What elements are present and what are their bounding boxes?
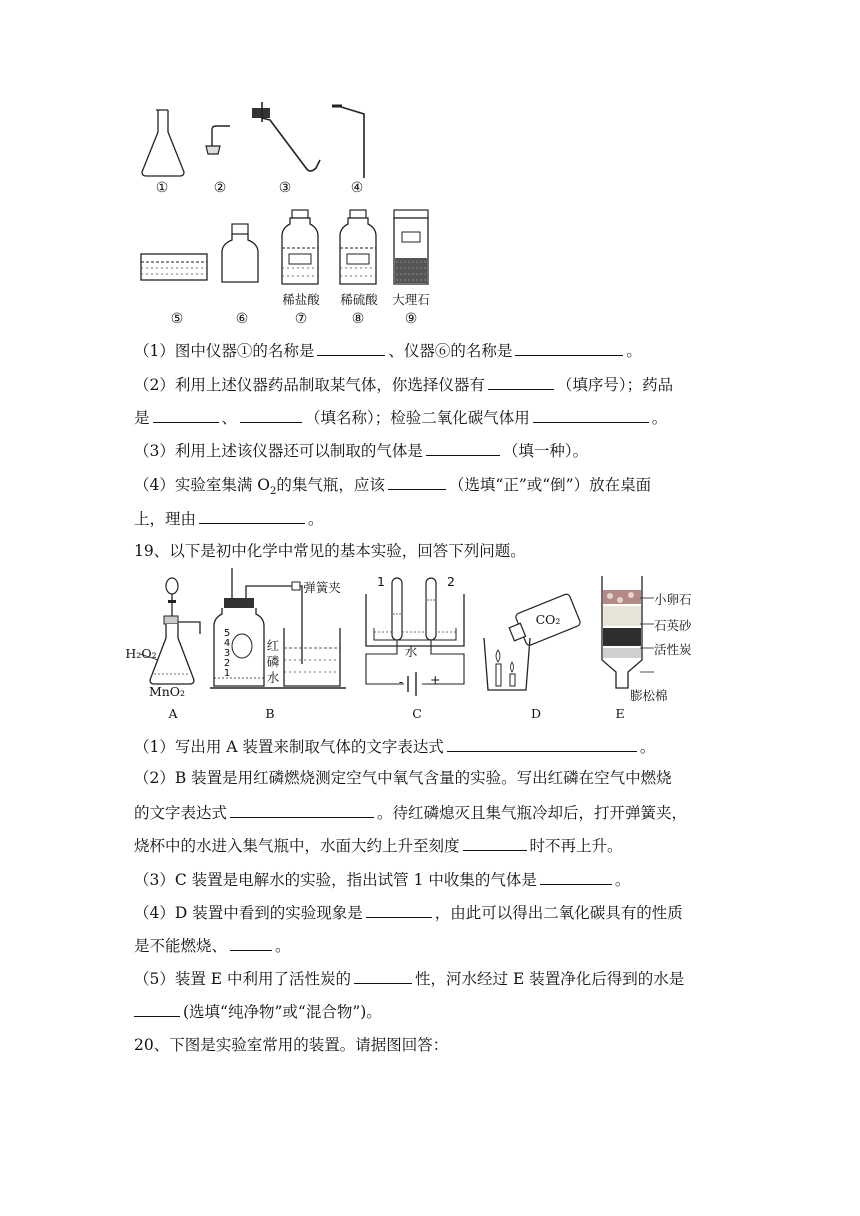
scale-4: 4	[223, 638, 231, 649]
q19-line-1: （1）写出用 A 装置来制取气体的文字表达式 。	[134, 734, 655, 758]
scale-1: 1	[223, 668, 231, 679]
label-activated-carbon: 活性炭	[654, 642, 692, 657]
q18-line-4: （3）利用上述该仪器还可以制取的气体是 （填一种）。	[134, 438, 588, 462]
label-co2: CO₂	[535, 612, 561, 627]
q20-title: 20、下图是实验室常用的装置。请据图回答：	[134, 1036, 449, 1054]
l-tube-drawing	[328, 104, 378, 180]
num-9: ⑨	[404, 311, 418, 327]
answer-blank[interactable]	[463, 833, 527, 851]
q18-line-2: （2）利用上述仪器药品制取某气体，你选择仪器有 （填序号）；药品	[134, 372, 673, 396]
q18-line-3: 是 、 （填名称）；检验二氧化碳气体用 。	[134, 405, 667, 429]
answer-blank[interactable]	[230, 800, 374, 818]
label-water-c: 水	[404, 644, 418, 659]
answer-blank[interactable]	[317, 338, 385, 356]
label-tube-1: 1	[377, 574, 385, 589]
num-1: ①	[155, 180, 169, 196]
label-red: 红	[266, 638, 280, 653]
marble-bottle-drawing	[390, 208, 432, 288]
answer-blank[interactable]	[134, 999, 180, 1017]
answer-blank[interactable]	[426, 438, 500, 456]
label-plus: +	[430, 672, 441, 687]
q18-line-6: 上，理由 。	[134, 506, 324, 530]
num-5: ⑤	[170, 311, 184, 327]
q18-line-1: （1）图中仪器①的名称是 、仪器⑥的名称是 。	[134, 338, 642, 362]
scale-2: 2	[223, 658, 231, 669]
bent-tube-drawing	[248, 102, 328, 176]
label-c: C	[412, 706, 422, 721]
answer-blank[interactable]	[366, 900, 432, 918]
label-hcl: 稀盐酸	[282, 292, 320, 307]
num-8: ⑧	[351, 311, 365, 327]
answer-blank[interactable]	[354, 966, 412, 984]
q19-line-9: (选填“纯净物”或“混合物”)。	[134, 999, 382, 1023]
label-water-b: 水	[266, 670, 280, 685]
answer-blank[interactable]	[230, 933, 272, 951]
answer-blank[interactable]	[240, 405, 302, 423]
stopper-tube-drawing	[200, 120, 234, 160]
apparatus-c-drawing	[360, 574, 472, 696]
num-2: ②	[213, 180, 227, 196]
conical-flask-drawing	[138, 106, 188, 178]
q19-title: 19、以下是初中化学中常见的基本实验，回答下列问题。	[134, 542, 526, 560]
label-h2so4: 稀硫酸	[340, 292, 378, 307]
label-phosphorus: 磷	[266, 654, 280, 669]
label-d: D	[530, 706, 542, 721]
label-spring-clip: 弹簧夹	[303, 580, 341, 595]
answer-blank[interactable]	[447, 734, 637, 752]
label-minus: -	[398, 674, 404, 689]
q19-line-6: （4）D 装置中看到的实验现象是 ，由此可以得出二氧化碳具有的性质	[134, 900, 683, 924]
label-marble: 大理石	[392, 292, 430, 307]
hcl-bottle-drawing	[280, 208, 320, 288]
num-4: ④	[350, 180, 364, 196]
scale-3: 3	[223, 648, 231, 659]
label-h2o2: H₂O₂	[125, 646, 157, 661]
label-a: A	[168, 706, 178, 721]
q19-line-8: （5）装置 E 中利用了活性炭的 性，河水经过 E 装置净化后得到的水是	[134, 966, 684, 990]
label-tube-2: 2	[447, 574, 455, 589]
apparatus-e-drawing	[598, 572, 646, 692]
answer-blank[interactable]	[153, 405, 219, 423]
answer-blank[interactable]	[515, 338, 623, 356]
answer-blank[interactable]	[388, 472, 446, 490]
q18-line-5: （4）实验室集满 $O_2$的集气瓶，应该 （选填“正”或“倒”）放在桌面	[134, 472, 651, 503]
q19-line-4: 烧杯中的水进入集气瓶中，水面大约上升至刻度 时不再上升。	[134, 833, 623, 857]
num-6: ⑥	[235, 311, 249, 327]
num-3: ③	[278, 180, 292, 196]
h2so4-bottle-drawing	[338, 208, 378, 288]
num-7: ⑦	[294, 311, 308, 327]
answer-blank[interactable]	[540, 867, 612, 885]
label-b: B	[265, 706, 275, 721]
label-cotton: 膨松棉	[630, 688, 668, 703]
water-trough-drawing	[140, 252, 210, 282]
apparatus-a-drawing	[130, 576, 206, 694]
q19-line-2: （2）B 装置是用红磷燃烧测定空气中氧气含量的实验。写出红磷在空气中燃烧	[134, 769, 672, 787]
answer-blank[interactable]	[533, 405, 649, 423]
answer-blank[interactable]	[488, 372, 554, 390]
apparatus-d-drawing	[480, 596, 592, 692]
gas-bottle-drawing	[220, 222, 262, 286]
q19-line-3: 的文字表达式 。待红磷熄灭且集气瓶冷却后，打开弹簧夹，	[134, 800, 687, 824]
q19-line-5: （3）C 装置是电解水的实验，指出试管 1 中收集的气体是 。	[134, 867, 630, 891]
q19-line-7: 是不能燃烧、 。	[134, 933, 291, 957]
label-pebbles: 小卵石	[654, 592, 692, 607]
label-mno2: MnO₂	[148, 684, 186, 699]
answer-blank[interactable]	[199, 506, 305, 524]
scale-5: 5	[223, 628, 231, 639]
label-e: E	[615, 706, 625, 721]
label-quartz-sand: 石英砂	[654, 618, 692, 633]
